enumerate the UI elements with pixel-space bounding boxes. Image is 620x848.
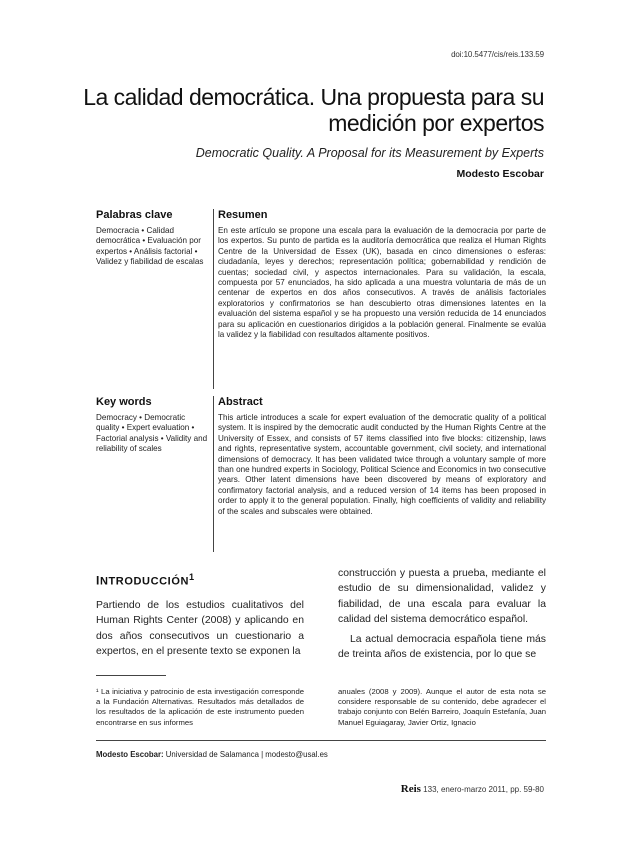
resumen-block bbox=[218, 209, 546, 340]
page-footer bbox=[300, 783, 544, 795]
divider-resumen bbox=[213, 209, 214, 389]
paragraph: Partiendo de los estudios cualitativos del Human Rights Center (2008) y aplicando en dos años consecutivos un cuestionario a expertos, en el presente texto se exponen la bbox=[96, 600, 304, 658]
abstract-block bbox=[218, 396, 546, 517]
author-affiliation: Modesto Escobar: Universidad de Salamanca | modesto@usal.es bbox=[96, 750, 328, 759]
doi: doi:10.5477/cis/reis.133.59 bbox=[451, 50, 544, 59]
body-column-left bbox=[96, 570, 304, 660]
palabras-clave-heading: Palabras clave bbox=[96, 209, 173, 221]
resumen-text: En este artículo se propone una escala para la evaluación de la democracia por parte de los expertos. Su punto de partida es la auditoría democrática que realiza el Human Rights Centre de la Universidad de Essex (UK), basada en cinco dimensiones o esferas: ciudadanía, leyes y derechos; representación política; gobernabilidad y rendición de cuentas; sociedad civil, y aspectos internacionales. Para su validación, la escala, compuesta por 57 enunciados, ha sido aplicada a una muestra voluntaria de más de un centenar de expertos en dos años consecutivos. A través de análisis factoriales exploratorios y confirmatorios se han descubierto otras dimensiones latentes en la evaluación del sistema español y se ha propuesto una versión reducida de 14 enunciados para su aplicación en cuestionarios dirigidos a la población general. Finalmente se evalúa la validez y la fiabilidad con resultados altamente positivos. bbox=[218, 226, 546, 340]
resumen-heading: Resumen bbox=[218, 209, 268, 221]
footnote-right: anuales (2008 y 2009). Aunque el autor de esta nota se considere responsable de su contenido, debe agradecer el trabajo conjunto con Belén Barreiro, Joaquín Estefanía, Juan Manuel Eguiagaray, Javier Ortiz, Ignacio bbox=[338, 687, 546, 727]
article-subtitle: Democratic Quality. A Proposal for its Measurement by Experts bbox=[195, 146, 544, 160]
journal-citation: 133, enero-marzo 2011, pp. 59-80 bbox=[420, 785, 544, 794]
key-words-text: Democracy • Democratic quality • Expert evaluation • Factorial analysis • Validity and reliability of scales bbox=[96, 413, 208, 454]
affiliation-rule bbox=[96, 740, 546, 741]
body-column-right bbox=[338, 566, 546, 662]
abstract-text: This article introduces a scale for expert evaluation of the democratic quality of a political system. It is inspired by the democratic audit conducted by the Human Rights Centre at the University of Essex, and consists of 57 items classified into five blocks: citizenship, laws and rights, representative system, accountable government, civil society, and international dimensions of democracy. It has been validated twice through a voluntary sample of more than one hundred experts in Sociology, Political Science and Economics in two consecutive years. Other latent dimensions have been discovered by means of exploratory and confirmatory factorial analysis, and a reduced version of 14 items has been proposed in order to apply it to the general population. Finally, high coefficients of validity and reliability of the scales and subscales were obtained. bbox=[218, 413, 546, 516]
journal-name: Reis bbox=[400, 783, 421, 795]
author-name: Modesto Escobar bbox=[456, 168, 544, 180]
paragraph: La actual democracia española tiene más de treinta años de existencia, por lo que se bbox=[338, 633, 546, 661]
divider-abstract bbox=[213, 396, 214, 552]
paragraph: construcción y puesta a prueba, mediante el estudio de su dimensionalidad, validez y fiabilidad, de una escala para evaluar la calidad del sistema democrático español. bbox=[338, 568, 546, 626]
key-words-block bbox=[96, 396, 208, 455]
abstract-heading: Abstract bbox=[218, 396, 263, 408]
key-words-heading: Key words bbox=[96, 396, 152, 408]
palabras-clave-text: Democracia • Calidad democrática • Evaluación por expertos • Análisis factorial • Validez y fiabilidad de escalas bbox=[96, 226, 204, 267]
footnote-marker: 1 bbox=[189, 572, 195, 582]
footnote-rule bbox=[96, 675, 166, 676]
palabras-clave-block bbox=[96, 209, 208, 268]
article-title: La calidad democrática. Una propuesta para su medición por expertos bbox=[83, 84, 544, 136]
footnote-left: ¹ La iniciativa y patrocinio de esta investigación corresponde a la Fundación Alternativas. Resultados más detallados de los resultados de la aplicación de este instrumento pueden encontrarse en sus informes bbox=[96, 687, 304, 727]
section-heading-introduccion: INTRODUCCIÓN$^1$ bbox=[96, 572, 195, 588]
